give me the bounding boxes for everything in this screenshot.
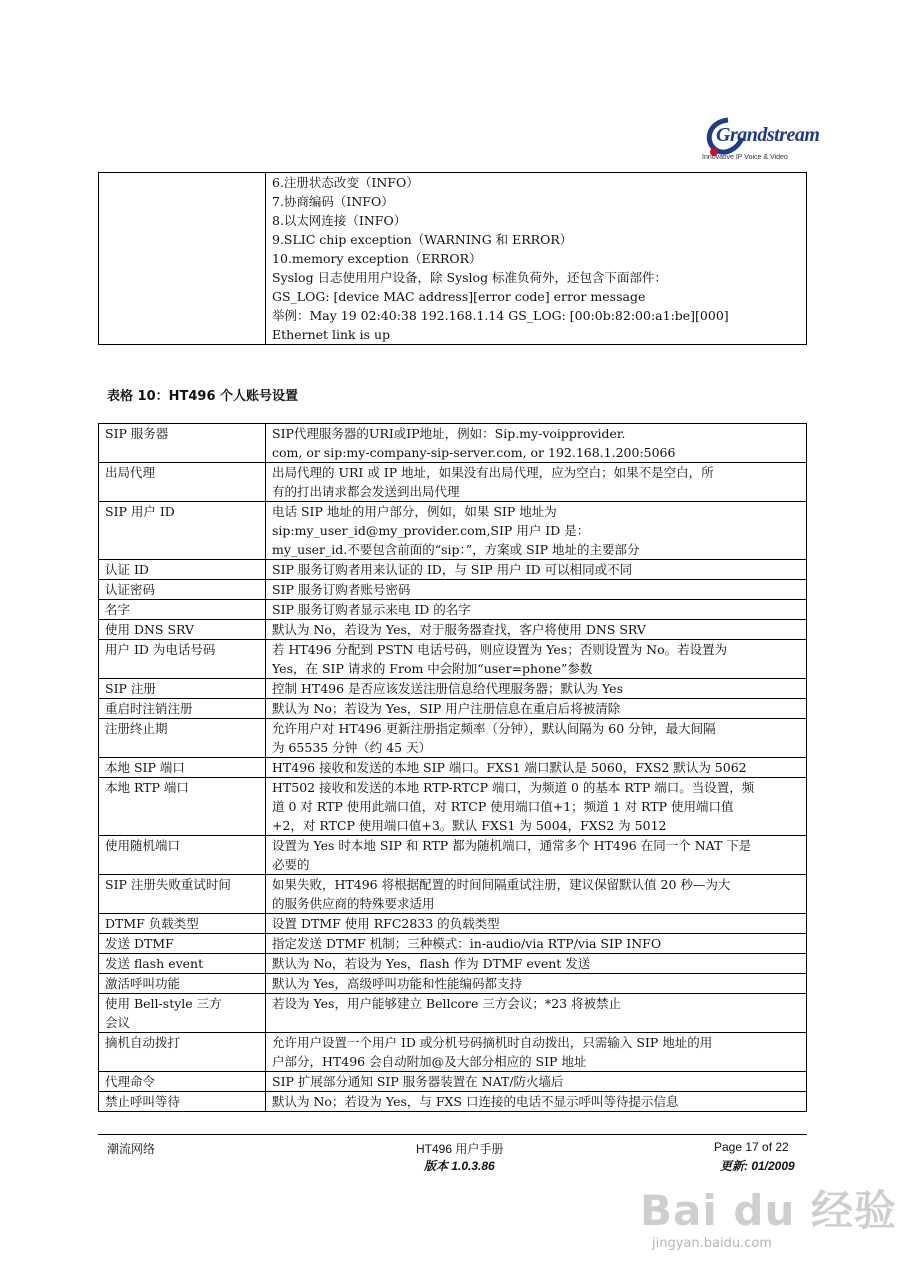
setting-name [99,934,266,954]
setting-name [99,778,266,836]
logo-brand-text: Grandstream [716,124,820,146]
setting-name-line: 发送 flash event [105,956,204,971]
watermark-url: jingyan.baidu.com [652,1236,772,1251]
table-row [99,836,807,875]
setting-description [266,934,807,954]
setting-description-line: 默认为 No；若设为 Yes，与 FXS 口连接的电话不显示呼叫等待提示信息 [272,1094,679,1109]
setting-name [99,679,266,699]
setting-description [266,580,807,600]
setting-description [266,914,807,934]
setting-name-line: 本地 RTP 端口 [105,780,189,795]
setting-description-line: SIP代理服务器的URI或IP地址，例如：Sip.my-voipprovider. [272,426,626,441]
setting-description [266,640,807,679]
setting-name-line: 本地 SIP 端口 [105,760,185,775]
footer-company: 潮流网络 [107,1142,156,1156]
setting-description-line: 电话 SIP 地址的用户部分，例如，如果 SIP 地址为 [272,504,557,519]
setting-description-line: my_user_id.不要包含前面的“sip：”，方案或 SIP 地址的主要部分 [272,542,640,557]
setting-name [99,600,266,620]
logo-tagline: Innovative IP Voice & Video [702,154,788,161]
table-row [99,719,807,758]
table-cell-empty [99,173,266,345]
setting-name-line: 认证密码 [105,582,156,597]
setting-name [99,719,266,758]
table-row [99,994,807,1033]
setting-description-line: 设置为 Yes 时本地 SIP 和 RTP 都为随机端口，通常多个 HT496 在同一个 NAT 下是 [272,838,752,853]
setting-description-line: 若 HT496 分配到 PSTN 电话号码，则应设置为 Yes；否则设置为 No。若设置为 [272,642,728,657]
syslog-line: 9.SLIC chip exception（WARNING 和 ERROR） [272,232,573,247]
setting-description-line: 默认为 No，若设为 Yes，对于服务器查找，客户将使用 DNS SRV [272,622,646,637]
setting-name-line: SIP 用户 ID [105,504,175,519]
setting-description [266,758,807,778]
table-row [99,699,807,719]
setting-description [266,679,807,699]
table-row [99,758,807,778]
setting-description-line: 道 0 对 RTP 使用此端口值，对 RTCP 使用端口值+1；频道 1 对 RTP 使用端口值 [272,799,734,814]
setting-name [99,580,266,600]
setting-name [99,560,266,580]
table-row [99,1033,807,1072]
setting-name-line: 摘机自动拨打 [105,1035,181,1050]
setting-description-line: 有的打出请求都会发送到出局代理 [272,484,460,499]
grandstream-logo [698,112,820,166]
setting-description [266,699,807,719]
setting-description-line: 出局代理的 URI 或 IP 地址，如果没有出局代理，应为空白；如果不是空白，所 [272,465,714,480]
table-row [99,560,807,580]
setting-name-line: 使用随机端口 [105,838,181,853]
setting-description [266,994,807,1033]
table-row [99,1092,807,1112]
syslog-description [266,173,807,345]
setting-description-line: 为 65535 分钟（约 45 天） [272,740,432,755]
account-settings-table [98,423,807,1112]
setting-name-line: 使用 DNS SRV [105,622,195,637]
table-row [99,424,807,463]
setting-name [99,1033,266,1072]
table-row [99,1072,807,1092]
setting-name-line: DTMF 负载类型 [105,916,199,931]
setting-name-line: SIP 注册 [105,681,156,696]
footer-version: 版本 1.0.3.86 [424,1159,495,1173]
setting-name [99,1072,266,1092]
setting-name [99,502,266,560]
setting-description [266,424,807,463]
setting-name [99,758,266,778]
setting-description [266,600,807,620]
setting-name [99,875,266,914]
setting-description [266,1072,807,1092]
setting-description-line: 控制 HT496 是否应该发送注册信息给代理服务器；默认为 Yes [272,681,623,696]
setting-name [99,954,266,974]
setting-name-line: SIP 注册失败重试时间 [105,877,231,892]
setting-name [99,1092,266,1112]
setting-name-line: 会议 [105,1015,131,1030]
setting-name [99,914,266,934]
table-row [99,640,807,679]
table-row [99,974,807,994]
setting-description [266,463,807,502]
table-row [99,914,807,934]
setting-description-line: com, or sip:my-company-sip-server.com, or 192.168.1.200:5066 [272,445,676,460]
setting-name-line: 激活呼叫功能 [105,976,181,991]
setting-description-line: +2，对 RTCP 使用端口值+3。默认 FXS1 为 5004，FXS2 为 5012 [272,818,667,833]
footer-manual-title: HT496 用户手册 [416,1142,504,1156]
table-row [99,778,807,836]
setting-name [99,699,266,719]
setting-description-line: SIP 服务订购者用来认证的 ID，与 SIP 用户 ID 可以相同或不同 [272,562,633,577]
baidu-watermark [640,1178,897,1258]
table-row [99,954,807,974]
syslog-line: 7.协商编码（INFO） [272,194,394,209]
setting-name [99,640,266,679]
setting-name-line: 代理命令 [105,1074,156,1089]
setting-description-line: sip:my_user_id@my_provider.com,SIP 用户 ID 是： [272,523,590,538]
table-row [99,934,807,954]
setting-name-line: 重启时注销注册 [105,701,193,716]
setting-name-line: 发送 DTMF [105,936,174,951]
table-row [99,875,807,914]
setting-name [99,620,266,640]
setting-description [266,954,807,974]
table-caption: 表格 10：HT496 个人账号设置 [107,389,299,404]
setting-name [99,974,266,994]
setting-description-line: SIP 扩展部分通知 SIP 服务器装置在 NAT/防火墙后 [272,1074,564,1089]
setting-description [266,560,807,580]
table-row [99,463,807,502]
setting-description [266,1092,807,1112]
syslog-line: 6.注册状态改变（INFO） [272,175,419,190]
setting-name-line: 注册终止期 [105,721,168,736]
table-row [99,173,807,345]
setting-name-line: SIP 服务器 [105,426,169,441]
setting-description-line: 允许用户设置一个用户 ID 或分机号码摘机时自动拨出，只需输入 SIP 地址的用 [272,1035,713,1050]
setting-description-line: HT502 接收和发送的本地 RTP-RTCP 端口，为频道 0 的基本 RTP 端口。当设置，频 [272,780,755,795]
setting-name-line: 用户 ID 为电话号码 [105,642,216,657]
setting-name [99,836,266,875]
table-row [99,620,807,640]
setting-description [266,502,807,560]
setting-description-line: 默认为 No；若设为 Yes，SIP 用户注册信息在重启后将被清除 [272,701,621,716]
setting-description-line: 必要的 [272,857,310,872]
setting-description-line: SIP 服务订购者账号密码 [272,582,411,597]
setting-description-line: SIP 服务订购者显示来电 ID 的名字 [272,602,471,617]
setting-description-line: 允许用户对 HT496 更新注册指定频率（分钟），默认间隔为 60 分钟，最大间隔 [272,721,716,736]
setting-description-line: HT496 接收和发送的本地 SIP 端口。FXS1 端口默认是 5060，FXS2 默认为 5062 [272,760,747,775]
table-row [99,502,807,560]
setting-description-line: 的服务供应商的特殊要求适用 [272,896,435,911]
setting-description [266,1033,807,1072]
setting-description-line: 指定发送 DTMF 机制；三种模式：in-audio/via RTP/via SIP INFO [272,936,662,951]
setting-description-line: 户部分，HT496 会自动附加@及大部分相应的 SIP 地址 [272,1054,587,1069]
setting-name-line: 禁止呼叫等待 [105,1094,181,1109]
setting-description-line: Yes，在 SIP 请求的 From 中会附加“user=phone”参数 [272,661,593,676]
footer-page-number: Page 17 of 22 [714,1140,789,1154]
setting-name [99,424,266,463]
syslog-line: Ethernet link is up [272,327,391,342]
footer-divider [98,1134,807,1135]
setting-description-line: 默认为 Yes，高级呼叫功能和性能编码都支持 [272,976,522,991]
syslog-line: 10.memory exception（ERROR） [272,251,482,266]
setting-name-line: 名字 [105,602,131,617]
setting-description-line: 如果失败，HT496 将根据配置的时间间隔重试注册，建议保留默认值 20 秒—为大 [272,877,731,892]
setting-name-line: 认证 ID [105,562,149,577]
syslog-line: 8.以太网连接（INFO） [272,213,407,228]
watermark-main: Bai du 经验 [640,1186,897,1235]
syslog-line: GS_LOG: [device MAC address][error code] error message [272,289,646,304]
footer-updated: 更新: 01/2009 [720,1159,795,1173]
setting-description [266,836,807,875]
setting-description-line: 默认为 No，若设为 Yes，flash 作为 DTMF event 发送 [272,956,591,971]
setting-name-line: 出局代理 [105,465,156,480]
setting-description-line: 若设为 Yes，用户能够建立 Bellcore 三方会议；*23 将被禁止 [272,996,622,1011]
table-row [99,679,807,699]
setting-description [266,719,807,758]
setting-name [99,994,266,1033]
setting-description [266,974,807,994]
setting-description [266,620,807,640]
syslog-table [98,172,807,345]
setting-name [99,463,266,502]
setting-description-line: 设置 DTMF 使用 RFC2833 的负载类型 [272,916,500,931]
setting-description [266,778,807,836]
syslog-line: 举例：May 19 02:40:38 192.168.1.14 GS_LOG: [00:0b:82:00:a1:be][000] [272,308,729,323]
setting-name-line: 使用 Bell-style 三方 [105,996,222,1011]
table-row [99,600,807,620]
syslog-line: Syslog 日志使用用户设备，除 Syslog 标准负荷外，还包含下面部件： [272,270,668,285]
setting-description [266,875,807,914]
table-row [99,580,807,600]
